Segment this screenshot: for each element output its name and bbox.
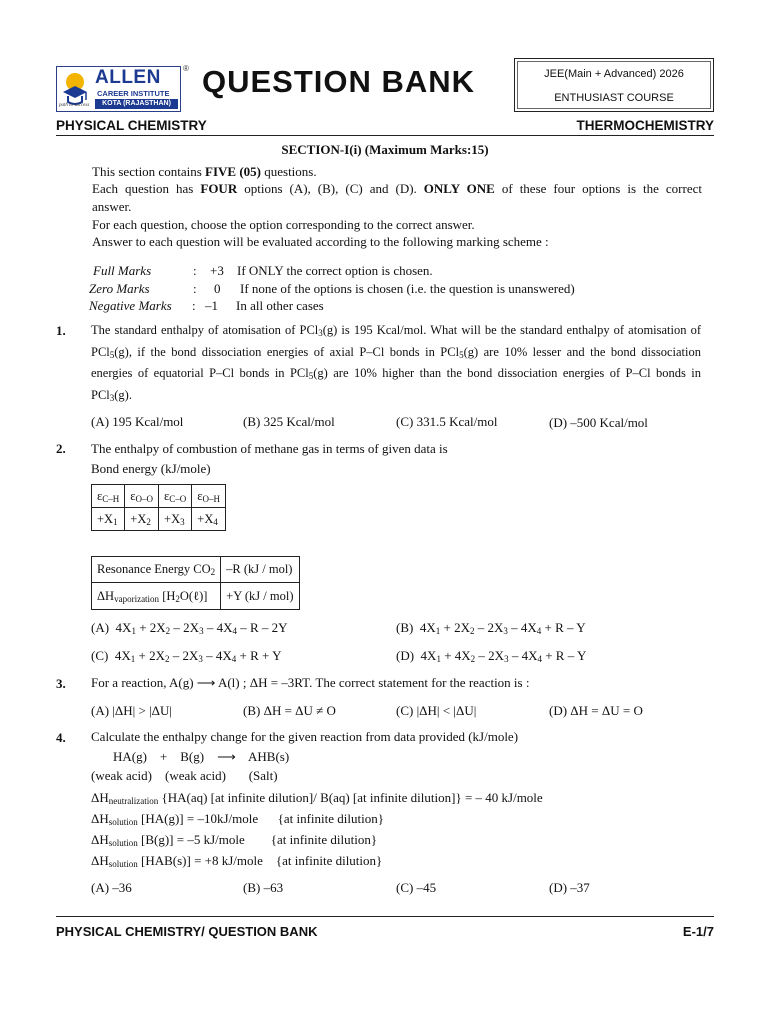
question-1-option-a[interactable]: (A) 195 Kcal/mol bbox=[91, 414, 184, 429]
resonance-energy-label: Resonance Energy CO bbox=[97, 562, 211, 576]
question-3-option-c[interactable]: (C) |ΔH| < |ΔU| bbox=[396, 703, 477, 718]
negative-marks-value: –1 bbox=[205, 298, 218, 313]
full-marks-label: Full Marks bbox=[93, 263, 152, 278]
instruction-1-bold: FIVE (05) bbox=[205, 164, 261, 179]
instruction-2-cont: answer. bbox=[92, 199, 132, 214]
table-cell: $\Delta H_{vaporization}$ $[H_2O(\ell)]$ bbox=[92, 583, 221, 610]
question-1-option-c[interactable]: (C) 331.5 Kcal/mol bbox=[396, 414, 498, 429]
question-1-number: 1. bbox=[56, 323, 66, 338]
instruction-2-text-c: options (A), (B), (C) and (D). bbox=[237, 181, 424, 196]
subject-label: PHYSICAL CHEMISTRY bbox=[56, 118, 207, 133]
question-4-species-labels: (weak acid) (weak acid) (Salt) bbox=[91, 768, 278, 783]
instruction-2-text-e: of these four options is the correct bbox=[494, 181, 702, 196]
question-4-solution-ha: $\Delta H_{solution}$ [HA(g)] = –10kJ/mole {at infinite dilution} bbox=[91, 811, 384, 827]
zero-marks-sep: : bbox=[193, 281, 197, 296]
table-cell: $+X_4$ bbox=[192, 508, 226, 531]
table-cell: Resonance Energy $CO_2$ bbox=[92, 557, 221, 583]
question-4-option-c[interactable]: (C) –45 bbox=[396, 880, 437, 895]
section-title: SECTION-I(i) (Maximum Marks:15) bbox=[281, 142, 489, 157]
question-2-text: The enthalpy of combustion of methane gas in terms of given data is bbox=[91, 441, 448, 456]
neutralization-text: {HA(aq) [at infinite dilution]/ B(aq) [at infinite dilution]} = – 40 kJ/mole bbox=[158, 790, 543, 805]
question-2-option-a[interactable]: (A) $4X_1 + 2X_2 - 2X_3 - 4X_4 - R - 2Y$ bbox=[91, 620, 288, 636]
course-box-inner-border bbox=[517, 61, 711, 109]
solution-hab-text: [HAB(s)] = +8 kJ/mole {at infinite dilution} bbox=[137, 853, 383, 868]
instruction-3: For each question, choose the option corresponding to the correct answer. bbox=[92, 217, 475, 232]
question-4-option-a[interactable]: (A) –36 bbox=[91, 880, 132, 895]
instruction-2-text-a: Each question has bbox=[92, 181, 201, 196]
logo-tagline: path to success bbox=[59, 103, 90, 108]
subject-bar bbox=[56, 118, 714, 136]
instruction-1-text-a: This section contains bbox=[92, 164, 206, 179]
course-exam: JEE(Main + Advanced) 2026 bbox=[544, 68, 684, 80]
table-cell: $+X_3$ bbox=[159, 508, 192, 531]
bond-energy-table bbox=[91, 484, 226, 531]
table-cell: –R (kJ / mol) bbox=[221, 557, 299, 583]
question-2-number: 2. bbox=[56, 441, 66, 456]
table-row bbox=[92, 508, 226, 531]
course-name: ENTHUSIAST COURSE bbox=[554, 92, 674, 104]
topic-label: THERMOCHEMISTRY bbox=[576, 118, 714, 133]
full-marks-sep: : bbox=[193, 263, 197, 278]
instruction-1-text-c: questions. bbox=[260, 164, 317, 179]
instruction-4: Answer to each question will be evaluated according to the following marking scheme : bbox=[92, 234, 549, 249]
question-4-number: 4. bbox=[56, 730, 66, 745]
negative-marks-sep: : bbox=[192, 298, 196, 313]
allen-logo bbox=[56, 66, 181, 112]
instruction-2-bold-four: FOUR bbox=[200, 181, 238, 196]
instruction-2-bold-only-one: ONLY ONE bbox=[423, 181, 495, 196]
question-2-option-d[interactable]: (D) $4X_1 + 4X_2 - 2X_3 - 4X_4 + R - Y$ bbox=[396, 648, 587, 664]
question-4-neutralization: $\Delta H_{neutralization}$ {HA(aq) [at infinite dilution]/ B(aq) [at infinite dilution]} = – 40 kJ/mole bbox=[91, 790, 543, 806]
page-header bbox=[56, 58, 714, 114]
zero-marks-label: Zero Marks bbox=[89, 281, 150, 296]
course-box bbox=[514, 58, 714, 112]
negative-marks-label: Negative Marks bbox=[89, 298, 172, 313]
table-row bbox=[92, 583, 300, 610]
full-marks-desc: If ONLY the correct option is chosen. bbox=[237, 263, 433, 278]
full-marks-value: +3 bbox=[210, 263, 224, 278]
table-cell: $\varepsilon_{C-O}$ bbox=[159, 485, 192, 508]
option-label: (C) bbox=[91, 648, 109, 663]
negative-marks-desc: In all other cases bbox=[236, 298, 324, 313]
question-1-option-d[interactable]: (D) –500 Kcal/mol bbox=[549, 415, 648, 430]
question-4-solution-hab: $\Delta H_{solution}$ [HAB(s)] = +8 kJ/mole {at infinite dilution} bbox=[91, 853, 383, 869]
question-4-option-b[interactable]: (B) –63 bbox=[243, 880, 284, 895]
logo-kota-badge: KOTA (RAJASTHAN) bbox=[95, 99, 178, 109]
question-3-number: 3. bbox=[56, 676, 66, 691]
question-3-option-a[interactable]: (A) |ΔH| > |ΔU| bbox=[91, 703, 173, 718]
question-3-option-d[interactable]: (D) ΔH = ΔU = O bbox=[549, 703, 643, 718]
zero-marks-desc: If none of the options is chosen (i.e. the question is unanswered) bbox=[240, 281, 575, 296]
question-2-option-b[interactable]: (B) $4X_1 + 2X_2 - 2X_3 - 4X_4 + R - Y$ bbox=[396, 620, 586, 636]
question-3-text: For a reaction, A(g) ⟶ A(l) ; ΔH = –3RT. The correct statement for the reaction is : bbox=[91, 675, 530, 690]
page-title: QUESTION BANK bbox=[202, 64, 476, 99]
question-4-solution-b: $\Delta H_{solution}$ [B(g)] = –5 kJ/mole {at infinite dilution} bbox=[91, 832, 378, 848]
table-cell: $+X_2$ bbox=[125, 508, 159, 531]
resonance-vaporization-table bbox=[91, 556, 300, 610]
footer-subject: PHYSICAL CHEMISTRY/ QUESTION BANK bbox=[56, 924, 318, 939]
table-cell: +Y (kJ / mol) bbox=[221, 583, 299, 610]
logo-career-text: CAREER INSTITUTE bbox=[97, 89, 170, 98]
question-1-option-b[interactable]: (B) 325 Kcal/mol bbox=[243, 414, 335, 429]
option-label: (D) bbox=[396, 648, 415, 663]
question-4-option-d[interactable]: (D) –37 bbox=[549, 880, 590, 895]
zero-marks-value: 0 bbox=[214, 281, 221, 296]
question-4-text: Calculate the enthalpy change for the given reaction from data provided (kJ/mole) bbox=[91, 729, 519, 744]
table-row bbox=[92, 557, 300, 583]
question-2-bond-energy-label: Bond energy (kJ/mole) bbox=[91, 461, 211, 476]
option-label: (B) bbox=[396, 620, 414, 635]
question-4-reaction: HA(g) + B(g) ⟶ AHB(s) bbox=[113, 749, 290, 764]
table-cell: $\varepsilon_{C-H}$ bbox=[92, 485, 125, 508]
table-cell: $\varepsilon_{O-H}$ bbox=[192, 485, 226, 508]
page-number: E-1/7 bbox=[682, 924, 714, 939]
solution-b-text: [B(g)] = –5 kJ/mole {at infinite dilution} bbox=[137, 832, 378, 847]
option-label: (A) bbox=[91, 620, 110, 635]
instruction-2 bbox=[92, 180, 702, 198]
instruction-1 bbox=[92, 163, 317, 181]
registered-mark: ® bbox=[183, 64, 189, 73]
question-3-option-b[interactable]: (B) ΔH = ΔU ≠ O bbox=[243, 703, 336, 718]
question-2-option-c[interactable]: (C) $4X_1 + 2X_2 - 2X_3 - 4X_4 + R + Y$ bbox=[91, 648, 282, 664]
table-cell: $\varepsilon_{O-O}$ bbox=[125, 485, 159, 508]
logo-wordmark: ALLEN bbox=[95, 67, 161, 88]
page-footer bbox=[56, 916, 714, 940]
question-1-text: The standard enthalpy of atomisation of PCl$_3$(g) is 195 Kcal/mol. What will be the standard enthalpy of atomisation of PCl$_5$(g), if the bond dissociation energies of axial P–Cl bonds in PCl$_5$(g) are 10% lesser and the bond dissociation energies of equatorial P–Cl bonds in PCl$_5$(g) are 10% higher than the bond dissociation energies of P–Cl bonds in PCl$_3$(g). bbox=[91, 323, 702, 403]
table-row bbox=[92, 485, 226, 508]
solution-ha-text: [HA(g)] = –10kJ/mole {at infinite dilution} bbox=[137, 811, 384, 826]
table-cell: $+X_1$ bbox=[92, 508, 125, 531]
